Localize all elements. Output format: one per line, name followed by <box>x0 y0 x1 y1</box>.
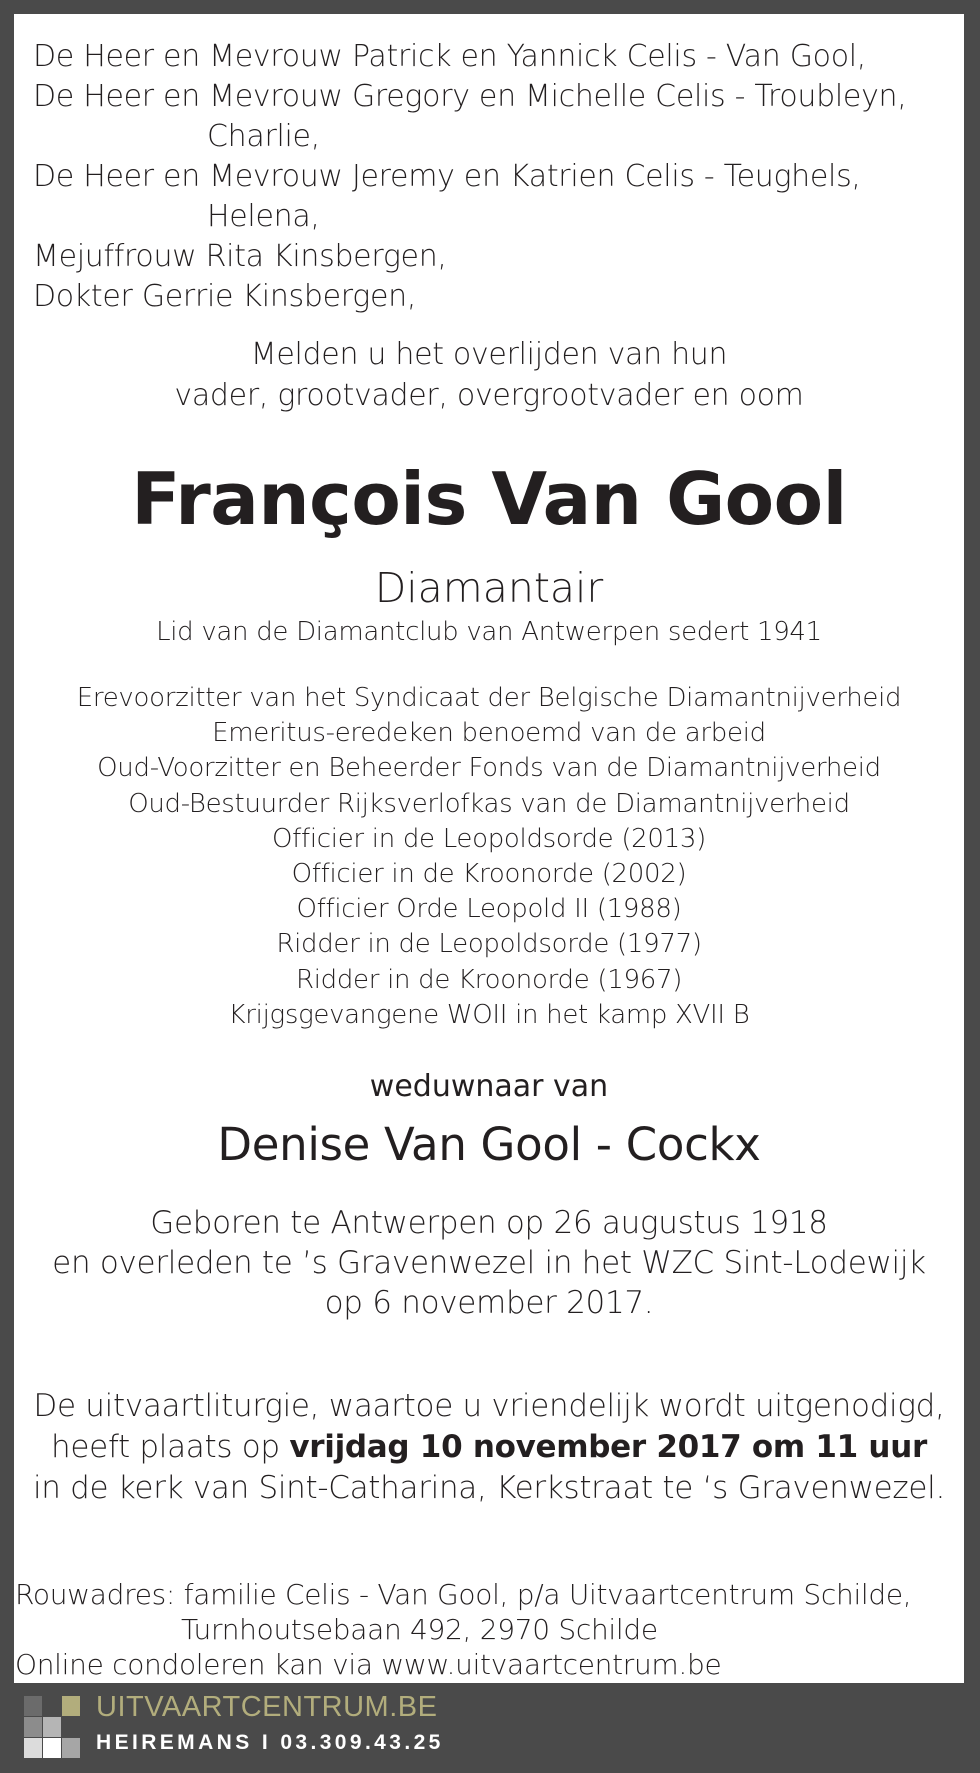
widower-label: weduwnaar van <box>369 1069 609 1104</box>
family-line: Charlie, <box>207 119 320 154</box>
deceased-profession: Diamantair <box>374 564 604 612</box>
family-line: De Heer en Mevrouw Jeremy en Katrien Celis - Teughels, <box>33 159 861 194</box>
honor-line: Officier in de Leopoldsorde (2013) <box>272 823 706 854</box>
online-condolence-line: Online condoleren kan via www.uitvaartcentrum.be <box>15 1648 722 1681</box>
brand-name: UITVAARTCENTRUM.BE <box>96 1691 438 1723</box>
funeral-line-prefix: heeft plaats op <box>51 1429 290 1465</box>
family-list <box>33 37 906 317</box>
honor-line: Ridder in de Leopoldsorde (1977) <box>276 929 702 960</box>
spouse-name: Denise Van Gool - Cockx <box>217 1118 761 1171</box>
footer-banner <box>0 1683 980 1773</box>
honor-line: Officier Orde Leopold II (1988) <box>296 894 682 925</box>
announcement <box>14 334 964 416</box>
life-line: op 6 november 2017. <box>324 1285 654 1321</box>
honor-line: Officier in de Kroonorde (2002) <box>291 859 687 890</box>
family-line: De Heer en Mevrouw Gregory en Michelle Celis - Troubleyn, <box>33 79 907 114</box>
announcement-line: vader, grootvader, overgrootvader en oom <box>174 378 804 413</box>
family-line: Helena, <box>207 199 320 234</box>
deceased-membership: Lid van de Diamantclub van Antwerpen sedert 1941 <box>156 617 822 647</box>
mourning-address <box>15 1577 911 1682</box>
honor-line: Oud-Bestuurder Rijksverlofkas van de Diamantnijverheid <box>128 788 850 819</box>
life-line: Geboren te Antwerpen op 26 augustus 1918 <box>150 1205 828 1241</box>
honor-line: Erevoorzitter van het Syndicaat der Belgische Diamantnijverheid <box>76 683 902 713</box>
birth-death-info <box>14 1203 964 1323</box>
address-line: Rouwadres: familie Celis - Van Gool, p/a Uitvaartcentrum Schilde, <box>15 1578 912 1611</box>
family-line: De Heer en Mevrouw Patrick en Yannick Celis - Van Gool, <box>33 39 867 74</box>
deceased-name: François Van Gool <box>131 457 847 541</box>
honor-line: Emeritus-eredeken benoemd van de arbeid <box>212 718 766 749</box>
honor-line: Oud-Voorzitter en Beheerder Fonds van de Diamantnijverheid <box>97 753 881 784</box>
honors-list <box>14 681 964 1033</box>
funeral-line <box>14 1427 964 1468</box>
funeral-line: De uitvaartliturgie, waartoe u vriendelijk wordt uitgenodigd, <box>33 1388 945 1424</box>
family-line: Mejuffrouw Rita Kinsbergen, <box>33 239 447 274</box>
family-line: Dokter Gerrie Kinsbergen, <box>33 279 417 314</box>
contact-line: HEIREMANS I 03.309.43.25 <box>96 1731 444 1754</box>
obituary-card <box>14 14 964 1683</box>
funeral-line: in de kerk van Sint-Catharina, Kerkstraat te ‘s Gravenwezel. <box>32 1470 946 1506</box>
address-line: Turnhoutsebaan 492, 2970 Schilde <box>181 1613 658 1646</box>
honor-line: Ridder in de Kroonorde (1967) <box>295 964 683 995</box>
uitvaartcentrum-logo-icon <box>24 1696 80 1758</box>
funeral-date-time: vrijdag 10 november 2017 om 11 uur <box>289 1429 927 1465</box>
honor-line: Krijgsgevangene WOII in het kamp XVII B <box>228 999 750 1030</box>
announcement-line: Melden u het overlijden van hun <box>250 337 728 372</box>
funeral-info <box>14 1386 964 1509</box>
life-line: en overleden te ’s Gravenwezel in het WZC Sint-Lodewijk <box>52 1245 926 1281</box>
